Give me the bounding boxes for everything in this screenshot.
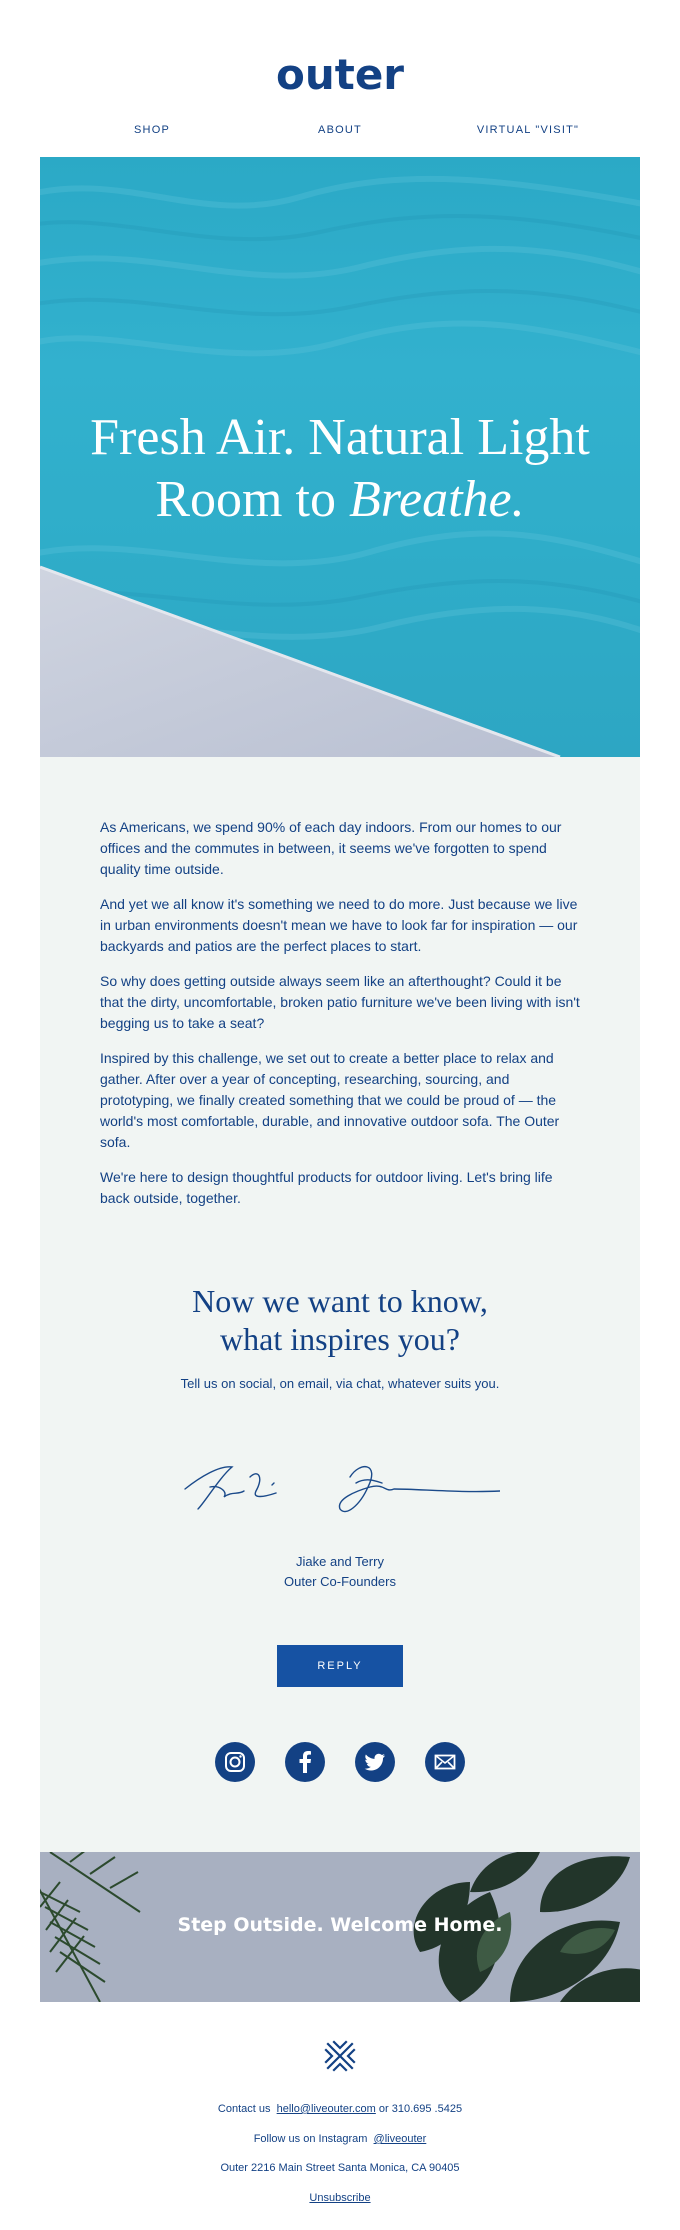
outer-logo[interactable]: outer	[275, 50, 405, 99]
founder-signatures	[180, 1447, 500, 1527]
top-nav	[40, 124, 640, 140]
footer-contact-line	[0, 2103, 680, 2115]
footer-unsubscribe-line	[0, 2192, 680, 2204]
body-paragraph: We're here to design thoughtful products for outdoor living. Let's bring life back outside, together.	[100, 1169, 553, 1206]
follow-label: Follow us on Instagram	[253, 2133, 368, 2145]
body-paragraph: Inspired by this challenge, we set out to create a better place to relax and gather. After over a year of concepting, researching, sourcing, and prototyping, we finally created something that we could be proud of — the world's most comfortable, durable, and innovative outdoor sofa. The Outer sofa.	[100, 1050, 560, 1150]
nav-about[interactable]: ABOUT	[318, 124, 362, 136]
cta-heading-line-1: Now we want to know,	[192, 1283, 488, 1319]
social-links	[40, 1742, 640, 1784]
facebook-icon[interactable]	[285, 1742, 325, 1782]
body-copy	[100, 817, 580, 1223]
banner-tagline: Step Outside. Welcome Home.	[177, 1914, 503, 1936]
nav-virtual-visit[interactable]: VIRTUAL "VISIT"	[476, 124, 580, 136]
email-header	[0, 0, 680, 160]
cta-heading-line-2: what inspires you?	[220, 1321, 460, 1357]
contact-email-link[interactable]: hello@liveouter.com	[276, 2103, 376, 2115]
unsubscribe-link[interactable]: Unsubscribe	[309, 2192, 371, 2204]
footer-instagram-line	[0, 2133, 680, 2145]
instagram-handle-link[interactable]: @liveouter	[373, 2133, 427, 2145]
footer-address: Outer 2216 Main Street Santa Monica, CA 90405	[220, 2162, 460, 2174]
hero-headline	[40, 407, 640, 531]
signer-role: Outer Co-Founders	[284, 1574, 396, 1589]
hero-image[interactable]	[40, 157, 640, 757]
cta-subtext: Tell us on social, on email, via chat, whatever suits you.	[180, 1376, 500, 1391]
instagram-icon[interactable]	[215, 1742, 255, 1782]
signer-names: Jiake and Terry	[296, 1554, 384, 1569]
hero-line-2-italic: Breathe.	[348, 471, 525, 528]
mail-icon[interactable]	[425, 1742, 465, 1782]
reply-button[interactable]: REPLY	[277, 1645, 403, 1687]
outer-mark-icon	[324, 2040, 356, 2072]
email-footer	[0, 2002, 680, 2230]
contact-label: Contact us	[217, 2103, 271, 2115]
body-paragraph: As Americans, we spend 90% of each day indoors. From our homes to our offices and the commutes in between, it seems we've forgotten to spend quality time outside.	[100, 819, 562, 877]
signers-block	[40, 1552, 640, 1592]
hero-line-2-prefix: Room to	[155, 471, 349, 528]
nav-shop[interactable]: SHOP	[134, 124, 170, 136]
cta-heading	[40, 1282, 640, 1358]
contact-phone: or 310.695 .5425	[378, 2103, 463, 2115]
twitter-icon[interactable]	[355, 1742, 395, 1782]
hero-line-2	[40, 469, 640, 531]
footer-banner-image[interactable]	[40, 1852, 640, 2002]
body-paragraph: So why does getting outside always seem like an afterthought? Could it be that the dirty, uncomfortable, broken patio furniture we've been living with isn't begging us to take a seat?	[100, 973, 580, 1031]
content-panel	[40, 757, 640, 1852]
body-paragraph: And yet we all know it's something we need to do more. Just because we live in urban environments doesn't mean we have to look far for inspiration — our backyards and patios are the perfect places to start.	[100, 896, 578, 954]
hero-line-1: Fresh Air. Natural Light	[90, 409, 590, 466]
